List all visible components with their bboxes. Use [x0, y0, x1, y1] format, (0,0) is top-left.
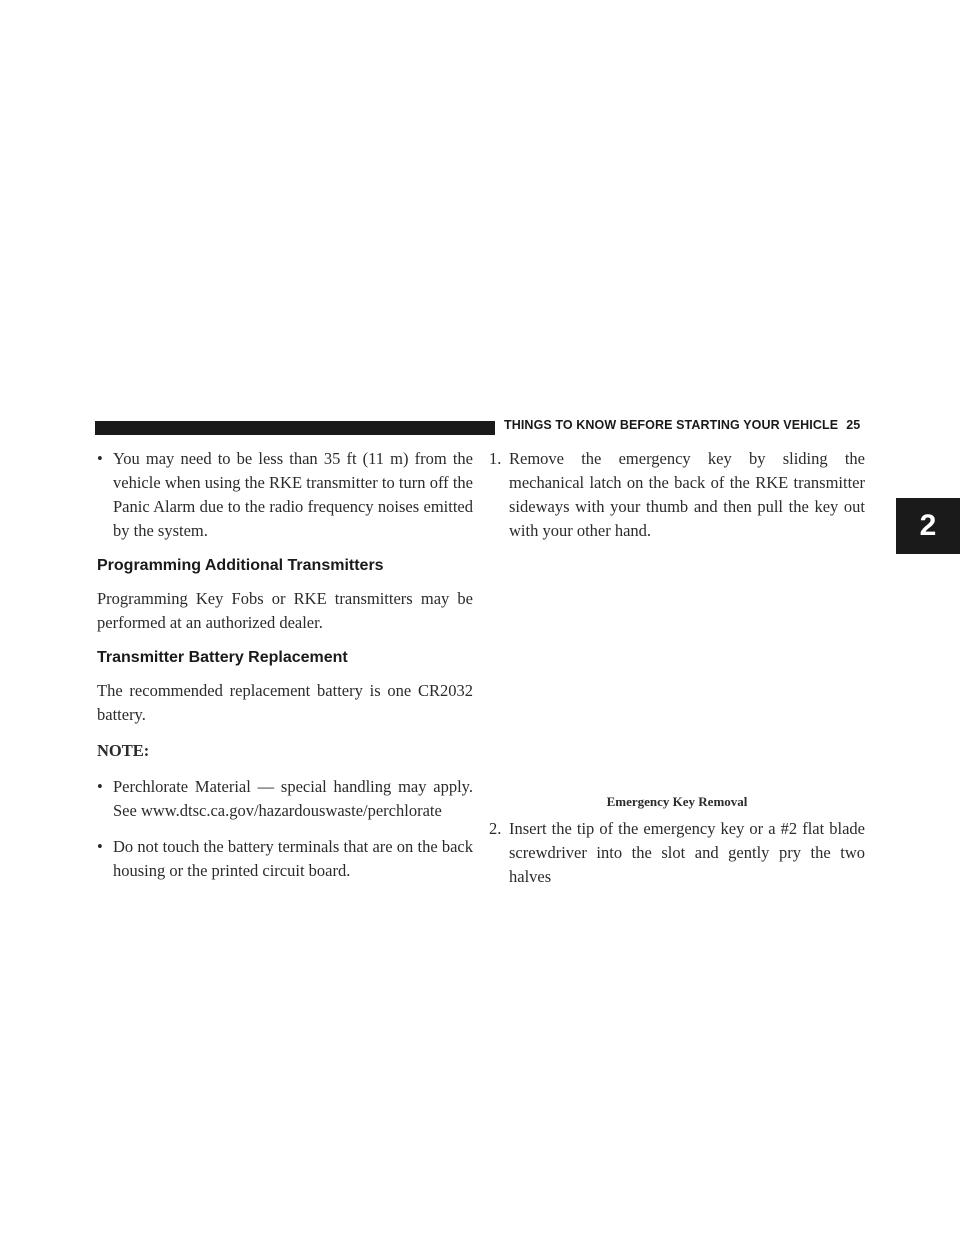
bullet-glyph: • — [97, 449, 103, 468]
step-text: Insert the tip of the emergency key or a #2 flat blade screwdriver into the slot and gently pry the two halves — [509, 819, 865, 886]
running-header — [504, 418, 864, 432]
step-text: Remove the emergency key by sliding the mechanical latch on the back of the RKE transmitter sideways with your thumb and then pull the key out with your other hand. — [509, 449, 865, 540]
bullet-text: You may need to be less than 35 ft (11 m) from the vehicle when using the RKE transmitter to turn off the Panic Alarm due to the radio frequency noises emitted by the system. — [113, 449, 473, 540]
section-heading: Programming Additional Transmitters — [97, 557, 384, 574]
left-column — [97, 447, 473, 895]
header-title: THINGS TO KNOW BEFORE STARTING YOUR VEHICLE — [504, 418, 839, 432]
bullet-glyph: • — [97, 777, 103, 796]
section-heading: Transmitter Battery Replacement — [97, 649, 348, 666]
paragraph: The recommended replacement battery is one CR2032 battery. — [97, 681, 473, 724]
chapter-tab: 2 — [896, 498, 960, 554]
bullet-text: Do not touch the battery terminals that are on the back housing or the printed circuit board. — [113, 837, 473, 880]
figure-caption: Emergency Key Removal — [606, 794, 748, 809]
bullet-text: Perchlorate Material — special handling may apply. See www.dtsc.ca.gov/hazardouswaste/perchlorate — [113, 777, 473, 820]
right-column — [489, 447, 865, 889]
step-number: 1. — [489, 449, 502, 468]
figure-area — [489, 543, 865, 793]
header-rule — [95, 421, 495, 435]
step-number: 2. — [489, 819, 502, 838]
page-number: 25 — [846, 418, 861, 432]
note-label: NOTE: — [97, 741, 150, 760]
bullet-glyph: • — [97, 837, 103, 856]
list-item — [97, 775, 473, 823]
list-item — [97, 447, 473, 543]
list-item — [97, 835, 473, 883]
numbered-step — [489, 447, 865, 543]
paragraph: Programming Key Fobs or RKE transmitters may be performed at an authorized dealer. — [97, 589, 473, 632]
numbered-step — [489, 817, 865, 889]
